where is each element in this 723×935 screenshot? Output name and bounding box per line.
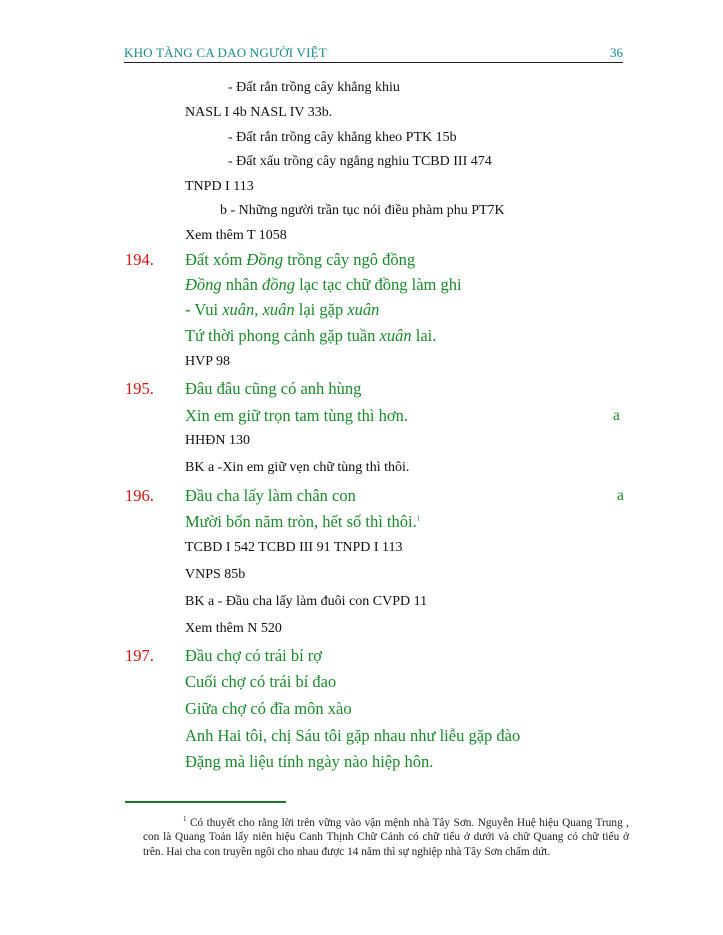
verse-line [185,646,322,666]
footnote-ref: 1 [416,514,421,523]
source-line: Xem thêm T 1058 [185,228,287,243]
verse-italic-text: xuân [262,300,295,319]
verse-text: - Vui [185,300,223,319]
source-line: TNPD I 113 [185,179,254,194]
verse-line [185,379,361,399]
verse-line [185,406,408,426]
verse-text: lai. [411,326,437,345]
verse-line [185,300,379,320]
source-line: BK a -Xin em giữ vẹn chữ tùng thì thôi. [185,460,410,475]
variant-mark: a [613,407,620,424]
verse-text: Xin em giữ trọn tam tùng thì hơn. [185,406,408,425]
source-line: HHĐN 130 [185,433,250,448]
verse-text: Đầu cha lấy làm chân con [185,486,356,505]
verse-line [185,512,420,532]
page-header [124,44,623,63]
verse-text: trồng cây ngô đồng [283,250,416,269]
verse-text: Cuối chợ có trái bí đao [185,672,337,691]
verse-text: Giữa chợ có đĩa môn xào [185,699,352,718]
verse-italic-text: xuân [222,300,255,319]
verse-line [185,486,356,506]
verse-line [185,726,520,746]
entry-number: 196. [125,486,154,505]
footnote [143,812,629,859]
source-line: Xem thêm N 520 [185,621,282,636]
entry-number: 194. [125,250,154,269]
source-line: b - Những người trần tục nói điều phàm phu PT7K [220,203,505,218]
verse-text: lạc tạc chữ đồng làm ghi [295,275,462,294]
source-line: HVP 98 [185,354,230,369]
verse-line [185,326,436,346]
verse-text: Đầu chợ có trái bí rợ [185,646,323,665]
verse-text: Đặng mà liệu tính ngày nào hiệp hôn. [185,752,434,771]
entry-number: 197. [125,646,154,665]
verse-line [185,699,352,719]
verse-text: Tứ thời phong cảnh gặp tuần [185,326,380,345]
variant-mark: a [617,487,624,504]
source-line: TCBD I 542 TCBD III 91 TNPD I 113 [185,540,403,555]
verse-line [185,672,336,692]
verse-italic-text: xuân [347,300,380,319]
source-line: BK a - Đầu cha lấy làm đuôi con CVPD 11 [185,594,428,609]
verse-text: Đâu đâu cũng có anh hùng [185,379,362,398]
verse-text: Anh Hai tôi, chị Sáu tôi gặp nhau như liễu gặp đào [185,726,521,745]
verse-italic-text: Đồng [185,275,222,294]
verse-line [185,250,415,270]
source-line: NASL I 4b NASL IV 33b. [185,105,333,120]
source-line: - Đất rắn trồng cây khẳng khiu [228,80,400,95]
verse-italic-text: đồng [262,275,295,294]
footnote-text: Có thuyết cho rằng lời trên vững vào vận mệnh nhà Tây Sơn. Nguyễn Huệ hiệu Quang Trung , con là Quang Toản lấy niên hiệu Canh Thịnh Chữ Cảnh có chữ tiểu ở dưới và chữ Quang có chữ tiểu ở trên. Hai cha con truyền ngôi cho nhau được 14 năm thì sự nghiệp nhà Tây Sơn chấm dứt. [143,816,629,858]
verse-line [185,275,462,295]
verse-text: Mười bốn năm tròn, hết số thì thôi. [185,512,417,531]
verse-line [185,752,433,772]
footnote-divider [125,801,286,803]
verse-text: Đất xóm [185,250,247,269]
source-line: VNPS 85b [185,567,246,582]
source-line: - Đất xấu trồng cây ngẳng nghiu TCBD III 474 [228,154,492,169]
verse-text: lại gặp [294,300,348,319]
verse-italic-text: Đồng [246,250,284,269]
entry-number: 195. [125,379,154,398]
verse-text: , [254,300,263,319]
source-line: - Đất rắn trồng cây khẳng kheo PTK 15b [228,130,457,145]
verse-italic-text: xuân [379,326,412,345]
page-number: 36 [610,45,623,60]
book-title: KHO TÀNG CA DAO NGƯỜI VIỆT [124,45,327,60]
footnote-marker: 1 [183,815,187,823]
verse-text: nhân [221,275,262,294]
